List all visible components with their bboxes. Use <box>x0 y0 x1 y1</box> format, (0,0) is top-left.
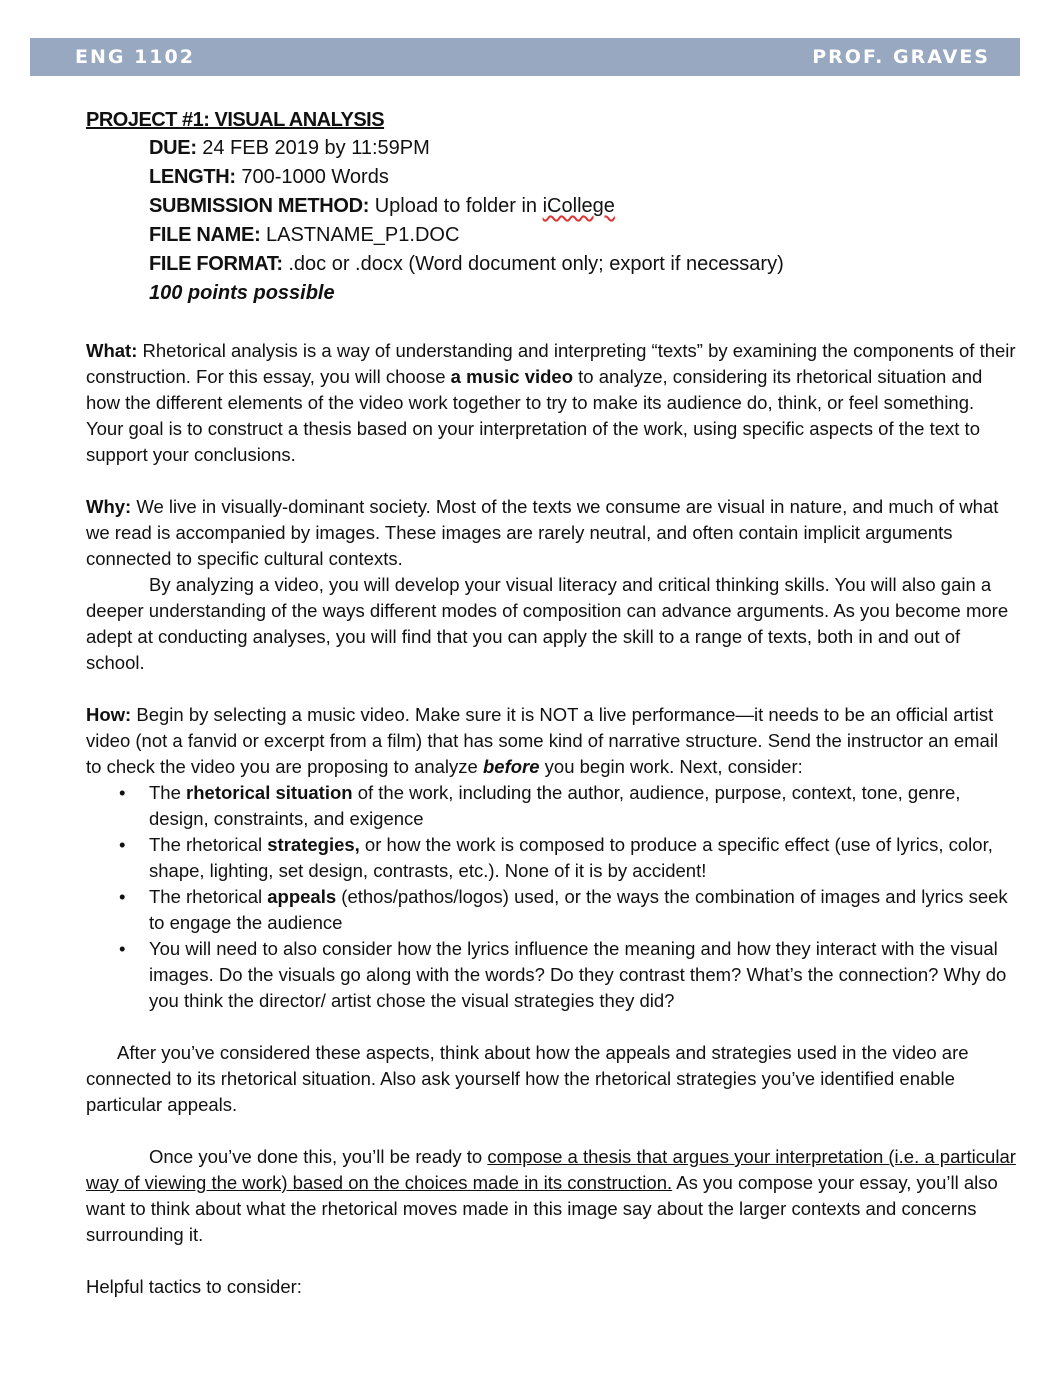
submission-target: iCollege <box>542 195 615 217</box>
fileformat-label: FILE FORMAT: <box>149 253 283 275</box>
due-line <box>149 134 1016 163</box>
document-body <box>86 106 1016 1300</box>
length-label: LENGTH: <box>149 166 236 188</box>
spacer <box>86 1014 1016 1040</box>
spacer <box>86 468 1016 494</box>
what-label: What: <box>86 340 138 361</box>
list-item <box>119 780 1016 832</box>
bullet-text: (ethos/pathos/logos) used, or the ways the combination of images and lyrics seek to engage the audience <box>149 886 1008 933</box>
why-label: Why: <box>86 496 132 517</box>
list-item <box>119 884 1016 936</box>
project-title: PROJECT #1: VISUAL ANALYSIS <box>86 109 385 131</box>
how-text-b: you begin work. Next, consider: <box>539 756 803 777</box>
due-label: DUE: <box>149 137 197 159</box>
professor-name: PROF. GRAVES <box>812 46 990 68</box>
how-paragraph <box>86 702 1016 780</box>
fileformat-line <box>149 250 1016 279</box>
bullet-bold: appeals <box>267 886 337 907</box>
bullet-text: The rhetorical <box>149 886 268 907</box>
what-paragraph <box>86 338 1016 468</box>
bullet-text: The rhetorical <box>149 834 268 855</box>
bullet-text: You will need to also consider how the lyrics influence the meaning and how they interact with the visual images. Do the visuals go along with the words? Do they contrast them? What’s the connection? Why do you think the director/ artist chose the visual strategies they did? <box>149 938 1007 1011</box>
bullet-text: or how the work is composed to produce a specific effect (use of lyrics, color, shape, lighting, set design, contrasts, etc.). None of it is by accident! <box>149 834 993 881</box>
spacer <box>86 308 1016 338</box>
submission-line <box>149 192 1016 221</box>
how-bullet-list <box>86 780 1016 1014</box>
how-text-a: Begin by selecting a music video. Make sure it is NOT a live performance—it needs to be an official artist video (not a fanvid or excerpt from a film) that has some kind of narrative structure. Send the instructor an email to check the video you are proposing to analyze <box>86 704 999 777</box>
bullet-bold: strategies, <box>267 834 360 855</box>
filename-value: LASTNAME_P1.DOC <box>260 224 460 246</box>
once-text-b: As you compose your essay, you’ll also want to think about what the rhetorical moves made in this image say about the larger contexts and concerns surrounding it. <box>86 1172 998 1245</box>
why-paragraph <box>86 494 1016 572</box>
spacer <box>86 676 1016 702</box>
list-item <box>119 832 1016 884</box>
bullet-icon: • <box>119 886 126 907</box>
header-band <box>30 38 1020 76</box>
why-text: We live in visually-dominant society. Most of the texts we consume are visual in nature, and much of what we read is accompanied by images. These images are rarely neutral, and often contain implicit arguments connected to specific cultural contexts. <box>86 496 999 569</box>
once-underlined: compose a thesis that argues your interpretation (i.e. a particular way of viewing the work) based on the choices made in its construction. <box>86 1146 1016 1193</box>
what-bold: a music video <box>450 366 574 387</box>
what-text-a: Rhetorical analysis is a way of understanding and interpreting “texts” by examining the components of their construction. For this essay, you will choose <box>86 340 1016 387</box>
filename-line <box>149 221 1016 250</box>
bullet-icon: • <box>119 782 126 803</box>
bullet-icon: • <box>119 834 126 855</box>
how-before: before <box>482 756 540 777</box>
filename-label: FILE NAME: <box>149 224 261 246</box>
bullet-text: The <box>149 782 187 803</box>
list-item <box>119 936 1016 1014</box>
tactics-heading: Helpful tactics to consider: <box>86 1276 302 1297</box>
what-text-b: to analyze, considering its rhetorical situation and how the different elements of the video work together to try to make its audience do, think, or feel something. Your goal is to construct a thesis based on your interpretation of the work, using specific aspects of the text to support your conclusions. <box>86 366 983 465</box>
spacer <box>86 1248 1016 1274</box>
submission-value: Upload to folder in <box>369 195 543 217</box>
why-paragraph-2: By analyzing a video, you will develop your visual literacy and critical thinking skills. You will also gain a deeper understanding of the ways different modes of composition can advance arguments. As you become more adept at conducting analyses, you will find that you can apply the skill to a range of texts, both in and out of school. <box>86 574 1009 673</box>
due-value: 24 FEB 2019 by 11:59PM <box>196 137 430 159</box>
length-value: 700-1000 Words <box>235 166 389 188</box>
once-text-a: Once you’ve done this, you’ll be ready to <box>149 1146 488 1167</box>
after-paragraph: After you’ve considered these aspects, think about how the appeals and strategies used in the video are connected to its rhetorical situation. Also ask yourself how the rhetorical strategies you’ve identified enable particular appeals. <box>86 1042 969 1115</box>
points-possible: 100 points possible <box>149 282 335 304</box>
fileformat-value: .doc or .docx (Word document only; export if necessary) <box>282 253 784 275</box>
bullet-icon: • <box>119 938 126 959</box>
spacer <box>86 1118 1016 1144</box>
once-paragraph <box>86 1144 1016 1248</box>
bullet-bold: rhetorical situation <box>186 782 353 803</box>
project-meta <box>149 134 1016 308</box>
length-line <box>149 163 1016 192</box>
submission-label: SUBMISSION METHOD: <box>149 195 370 217</box>
bullet-text: of the work, including the author, audience, purpose, context, tone, genre, design, constraints, and exigence <box>149 782 961 829</box>
how-label: How: <box>86 704 132 725</box>
course-code: ENG 1102 <box>75 46 195 68</box>
